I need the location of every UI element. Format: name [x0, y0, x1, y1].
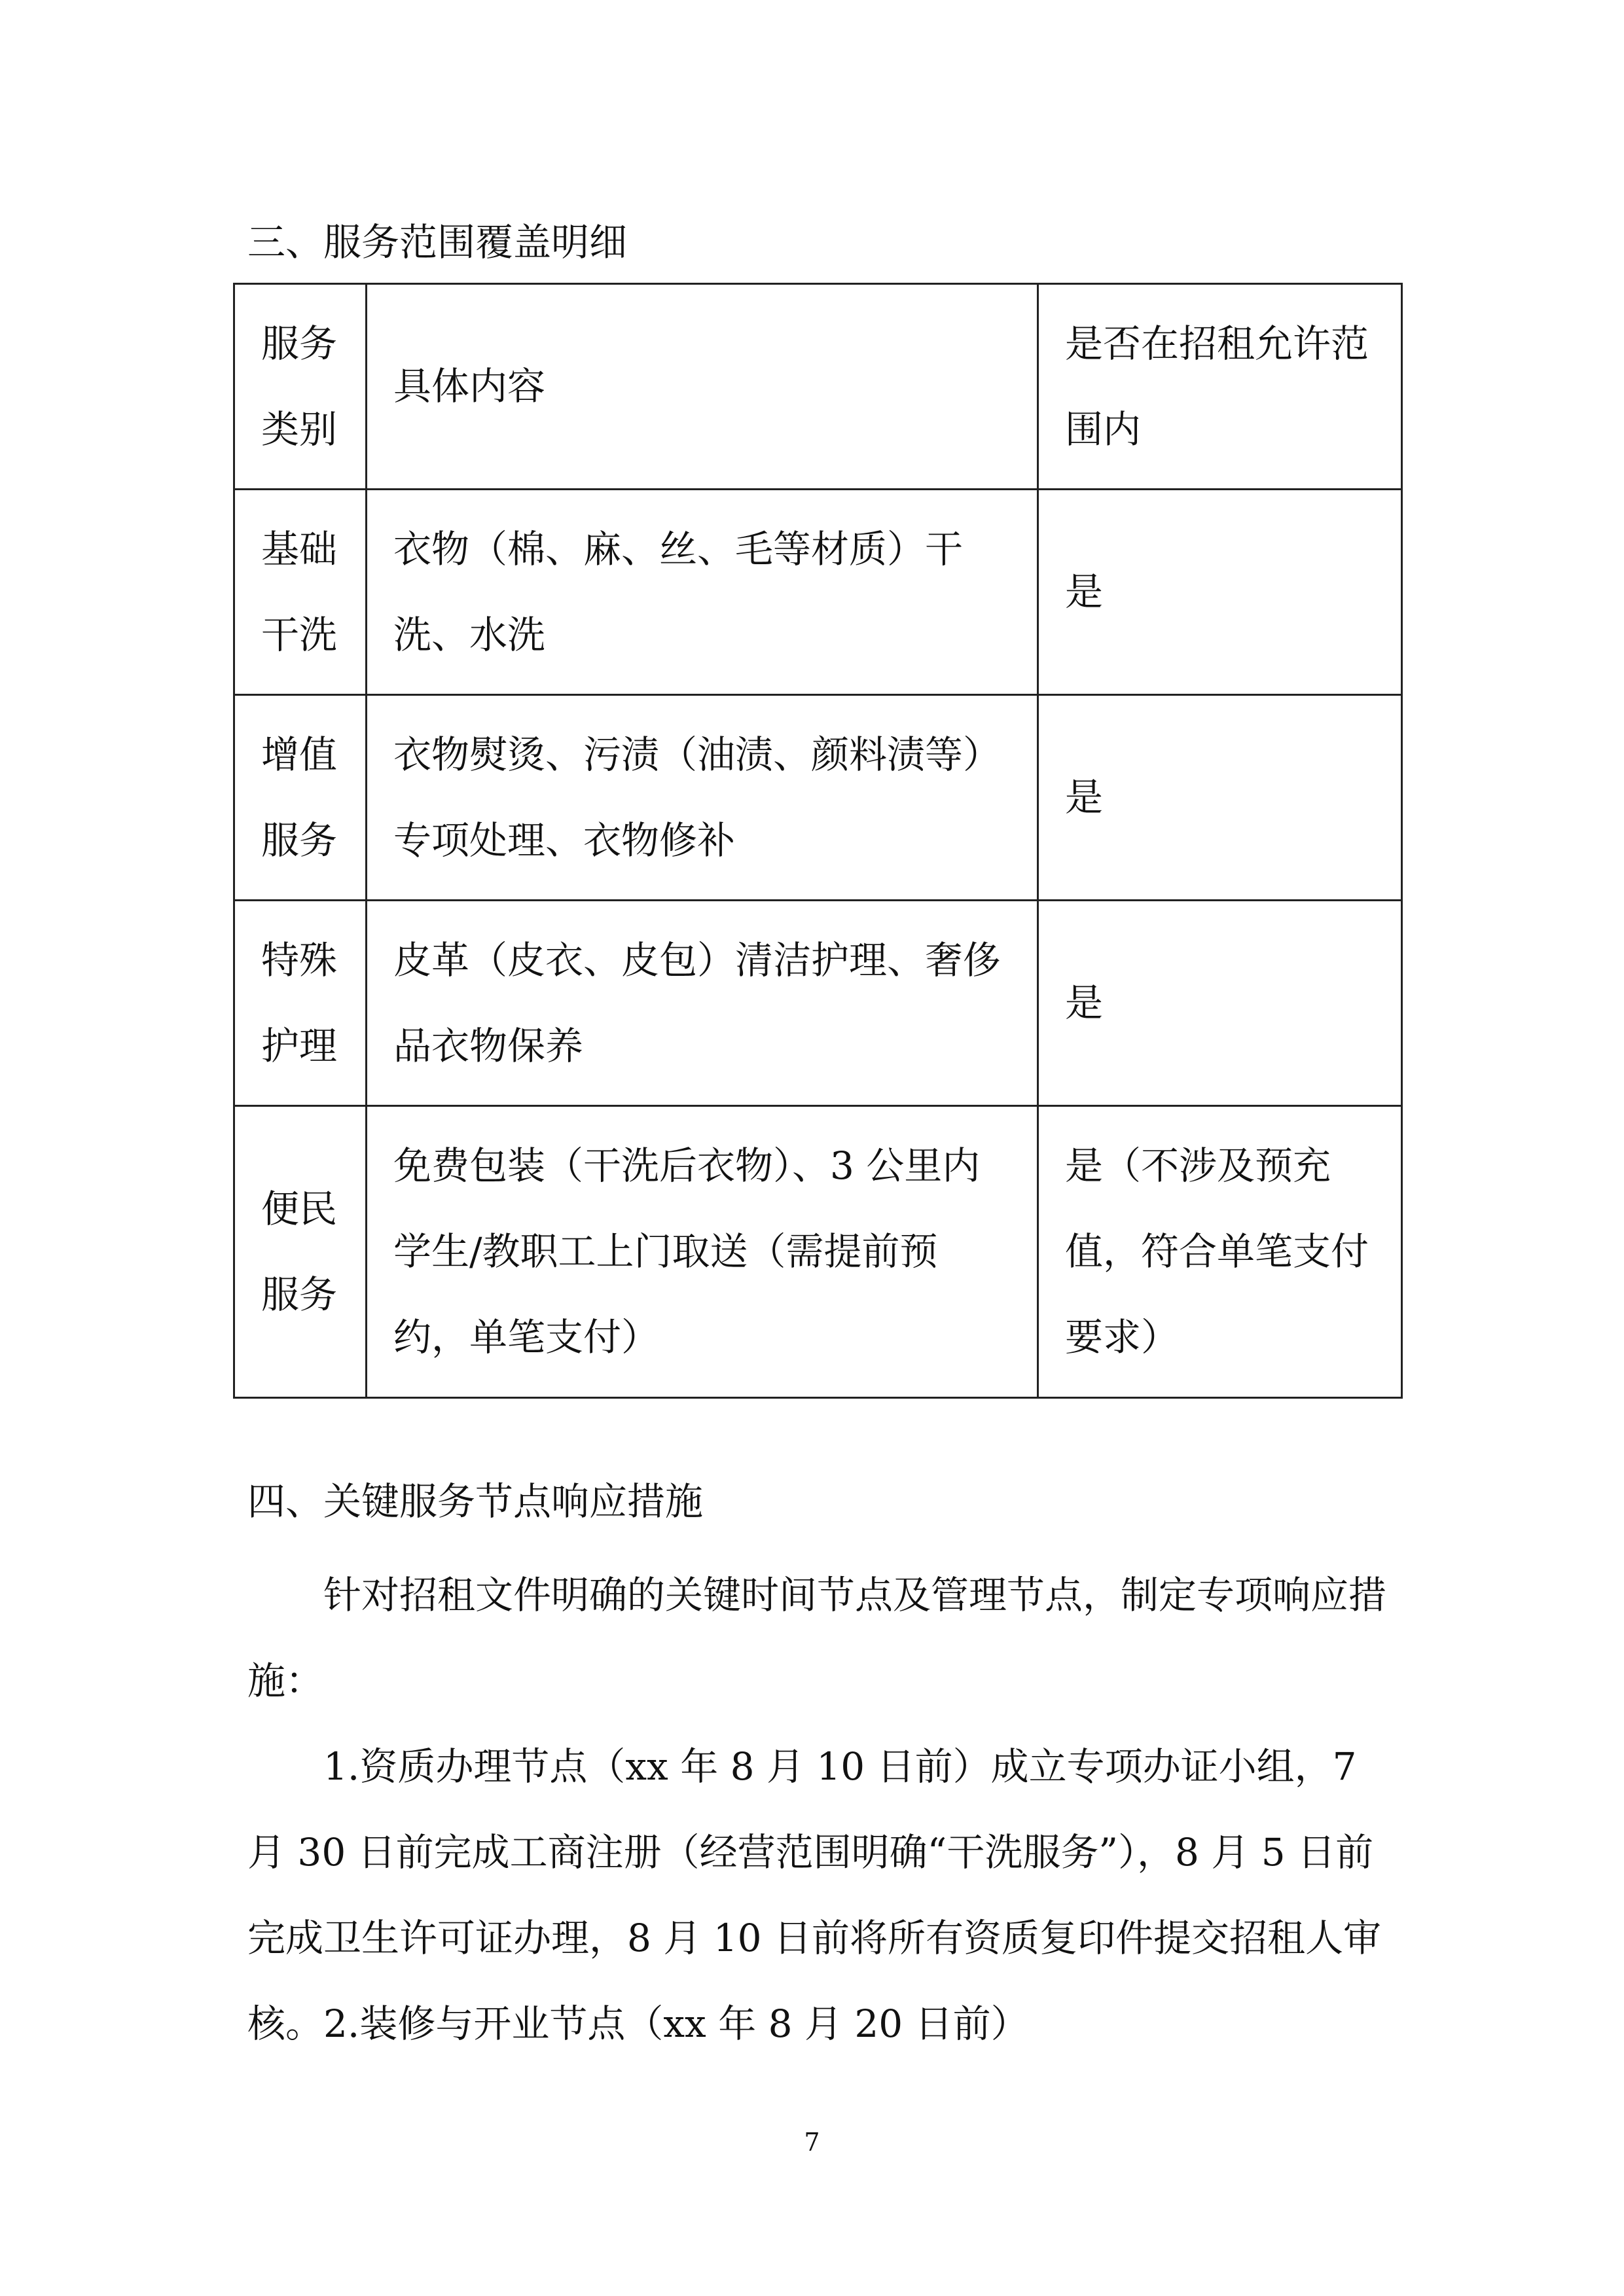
- table-header-row: [234, 284, 1402, 490]
- section-4-title: 四、关键服务节点响应措施: [247, 1479, 704, 1524]
- row-content: 衣物熨烫、污渍（油渍、颜料渍等）专项处理、衣物修补: [367, 695, 1038, 901]
- measure-item-2: 2.装修与开业节点（xx 年 8 月 20 日前）: [323, 2001, 1029, 2046]
- header-allowed: 是否在招租允许范围内: [1038, 284, 1402, 490]
- section-4-intro: 针对招租文件明确的关键时间节点及管理节点，制定专项响应措施：: [247, 1573, 1387, 1703]
- row-allowed: 是: [1038, 695, 1402, 901]
- table-row: [234, 695, 1402, 901]
- row-category: 特殊护理: [234, 901, 367, 1106]
- header-category: 服务类别: [234, 284, 367, 490]
- row-allowed: 是（不涉及预充值，符合单笔支付要求）: [1038, 1106, 1402, 1398]
- row-content: 免费包装（干洗后衣物）、3 公里内学生/教职工上门取送（需提前预约，单笔支付）: [367, 1106, 1038, 1398]
- table-row: [234, 901, 1402, 1106]
- table-row: [234, 1106, 1402, 1398]
- measure-item-1: 1.资质办理节点（xx 年 8 月 10 日前）成立专项办证小组，7 月 30 日前完成工商注册（经营范围明确“干洗服务”），8 月 5 日前完成卫生许可证办理，8 月 10 日前将所有资质复印件提交招租人审核。: [247, 1744, 1382, 2046]
- row-category: 便民服务: [234, 1106, 367, 1398]
- section-3-title: 三、服务范围覆盖明细: [247, 220, 628, 264]
- row-category: 基础干洗: [234, 490, 367, 695]
- service-scope-table: [233, 283, 1403, 1399]
- table-row: [234, 490, 1402, 695]
- row-content: 皮革（皮衣、皮包）清洁护理、奢侈品衣物保养: [367, 901, 1038, 1106]
- row-content: 衣物（棉、麻、丝、毛等材质）干洗、水洗: [367, 490, 1038, 695]
- row-allowed: 是: [1038, 490, 1402, 695]
- row-category: 增值服务: [234, 695, 367, 901]
- page-number: 7: [804, 2128, 820, 2157]
- header-content: 具体内容: [367, 284, 1038, 490]
- row-allowed: 是: [1038, 901, 1402, 1106]
